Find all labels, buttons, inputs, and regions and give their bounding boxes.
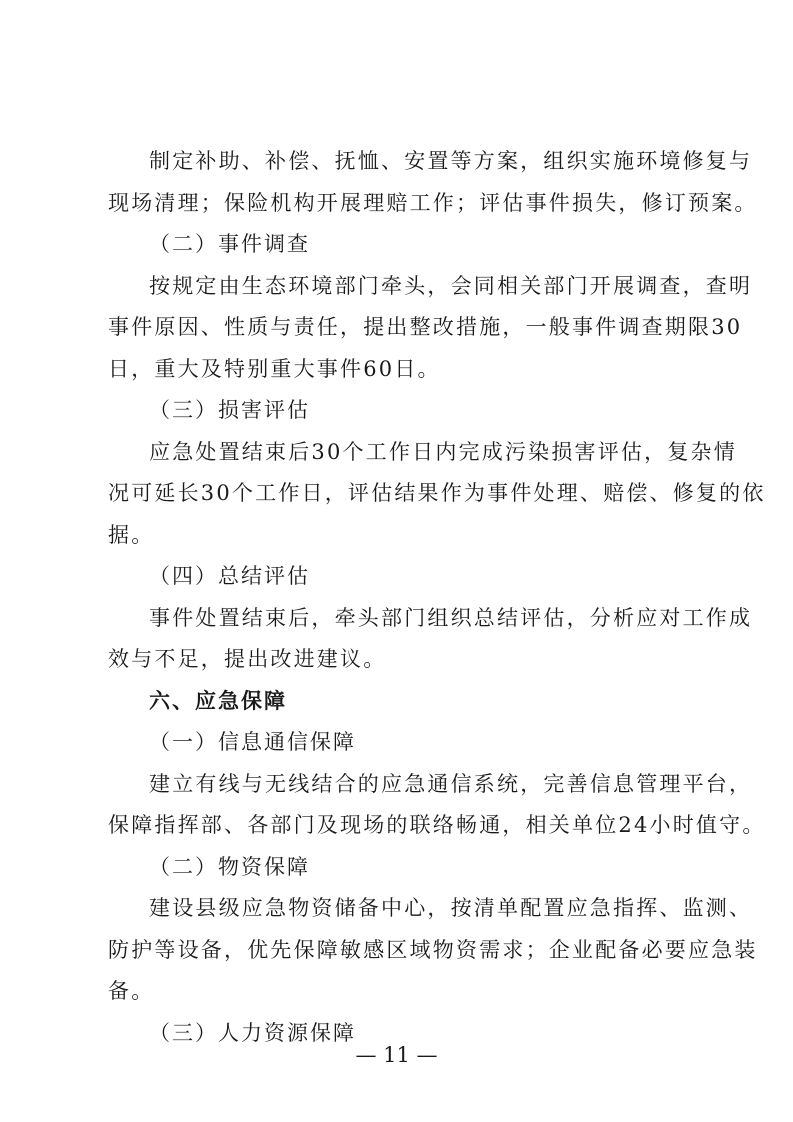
- paragraph-line: 应急处置结束后30个工作日内完成污染损害评估，复杂情: [149, 440, 737, 464]
- paragraph-line: 现场清理；保险机构开展理赔工作；评估事件损失，修订预案。: [108, 191, 758, 215]
- paragraph-line: 制定补助、补偿、抚恤、安置等方案，组织实施环境修复与: [149, 149, 753, 173]
- paragraph-line: 效与不足，提出改进建议。: [108, 647, 387, 671]
- paragraph-line: 事件原因、性质与责任，提出整改措施，一般事件调查期限30: [108, 315, 743, 339]
- subheading-damage-assessment: （三）损害评估: [149, 398, 310, 422]
- subheading-investigation: （二）事件调查: [149, 232, 310, 256]
- paragraph-line: 日，重大及特别重大事件60日。: [108, 357, 441, 381]
- paragraph-line: 备。: [108, 979, 155, 1003]
- paragraph-line: 据。: [108, 523, 155, 547]
- paragraph-line: 况可延长30个工作日，评估结果作为事件处理、赔偿、修复的依: [108, 481, 766, 505]
- paragraph-line: 防护等设备，优先保障敏感区域物资需求；企业配备必要应急装: [108, 938, 758, 962]
- paragraph-line: 建设县级应急物资储备中心，按清单配置应急指挥、监测、: [149, 896, 753, 920]
- paragraph-line: 建立有线与无线结合的应急通信系统，完善信息管理平台，: [149, 772, 753, 796]
- subheading-materials: （二）物资保障: [149, 855, 310, 879]
- page-number: — 11 —: [355, 1043, 438, 1067]
- paragraph-line: 保障指挥部、各部门及现场的联络畅通，相关单位24小时值守。: [108, 813, 766, 837]
- section-heading-six: 六、应急保障: [149, 689, 287, 713]
- subheading-communication: （一）信息通信保障: [149, 730, 356, 754]
- subheading-human-resources: （三）人力资源保障: [149, 1021, 356, 1045]
- subheading-summary: （四）总结评估: [149, 564, 310, 588]
- paragraph-line: 事件处置结束后，牵头部门组织总结评估，分析应对工作成: [149, 606, 753, 630]
- paragraph-line: 按规定由生态环境部门牵头，会同相关部门开展调查，查明: [149, 274, 753, 298]
